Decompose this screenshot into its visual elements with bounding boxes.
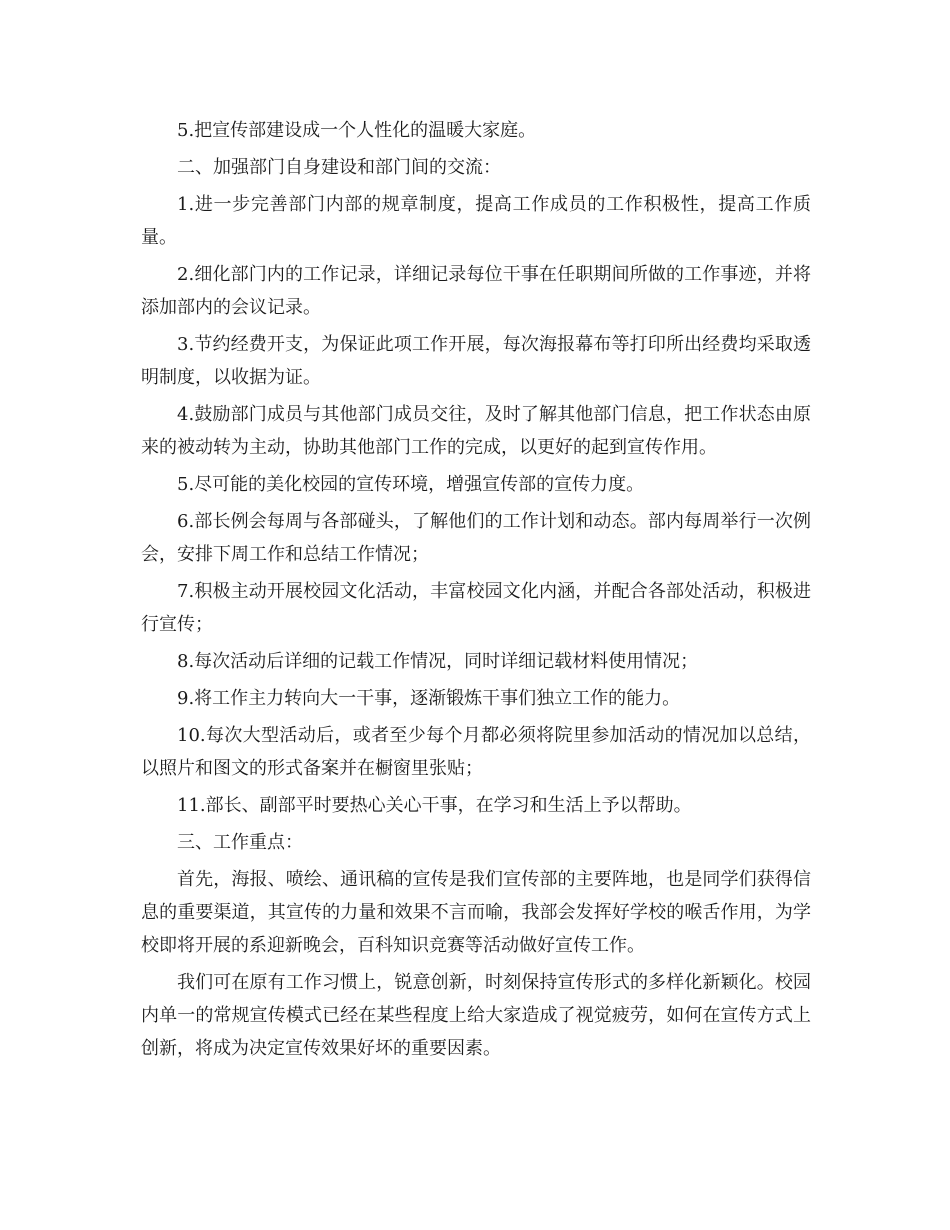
paragraph: 5.把宣传部建设成一个人性化的温暖大家庭。 [177, 120, 537, 141]
paragraph: 首先，海报、喷绘、通讯稿的宣传是我们宣传部的主要阵地，也是同学们获得信息的重要渠道，其宣传的力量和效果不言而喻，我部会发挥好学校的喉舌作用，为学校即将开展的系迎新晚会，百科知识竞赛等活动做好宣传工作。 [141, 869, 811, 956]
paragraph: 7.积极主动开展校园文化活动，丰富校园文化内涵，并配合各部处活动，积极进行宣传； [141, 581, 811, 635]
paragraph: 3.节约经费开支，为保证此项工作开展，每次海报幕布等打印所出经费均采取透明制度，以收据为证。 [141, 334, 811, 388]
paragraph: 10.每次大型活动后，或者至少每个月都必须将院里参加活动的情况加以总结，以照片和图文的形式备案并在橱窗里张贴； [141, 725, 811, 779]
paragraph: 9.将工作主力转向大一干事，逐渐锻炼干事们独立工作的能力。 [177, 688, 681, 709]
paragraph: 我们可在原有工作习惯上，锐意创新，时刻保持宣传形式的多样化新颖化。校园内单一的常规宣传模式已经在某些程度上给大家造成了视觉疲劳，如何在宣传方式上创新，将成为决定宣传效果好坏的重要因素。 [141, 972, 811, 1059]
paragraph: 2.细化部门内的工作记录，详细记录每位干事在任职期间所做的工作事迹，并将添加部内的会议记录。 [141, 264, 811, 318]
document-body [141, 114, 811, 1069]
paragraph: 11.部长、副部平时要热心关心干事，在学习和生活上予以帮助。 [177, 795, 692, 816]
paragraph: 8.每次活动后详细的记载工作情况，同时详细记载材料使用情况； [177, 651, 699, 672]
paragraph: 6.部长例会每周与各部碰头，了解他们的工作计划和动态。部内每周举行一次例会，安排下周工作和总结工作情况； [141, 511, 811, 565]
paragraph: 4.鼓励部门成员与其他部门成员交往，及时了解其他部门信息，把工作状态由原来的被动转为主动，协助其他部门工作的完成，以更好的起到宣传作用。 [141, 404, 811, 458]
section-heading: 二、加强部门自身建设和部门间的交流： [177, 157, 501, 178]
section-heading: 三、工作重点： [177, 832, 303, 853]
paragraph: 5.尽可能的美化校园的宣传环境，增强宣传部的宣传力度。 [177, 474, 645, 495]
paragraph: 1.进一步完善部门内部的规章制度，提高工作成员的工作积极性，提高工作质量。 [141, 194, 811, 248]
